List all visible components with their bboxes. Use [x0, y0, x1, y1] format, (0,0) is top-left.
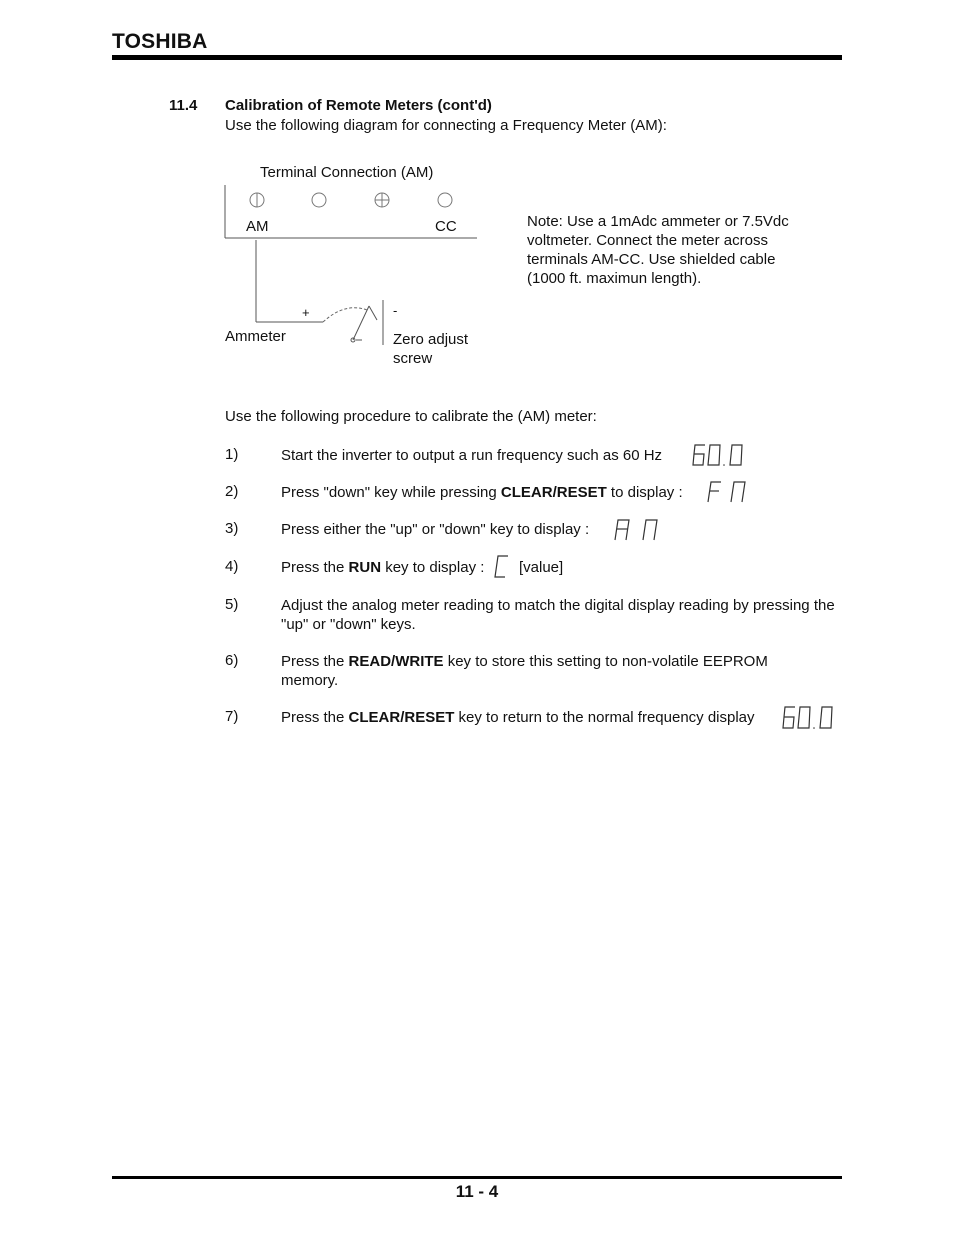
terminal-label-am: AM [246, 218, 269, 235]
terminal-screw-cc [438, 193, 452, 207]
terminal-screw-am [250, 193, 264, 207]
lcd-display-60-0 [782, 705, 838, 731]
step-text: Press the RUN key to display : [281, 559, 485, 576]
header-rule [112, 55, 842, 60]
step-text: Press either the "up" or "down" key to display : [281, 521, 590, 538]
step-number: 7) [225, 708, 239, 725]
terminal-label-cc: CC [435, 218, 457, 235]
step-number: 3) [225, 520, 239, 537]
zero-adjust-label: Zero adjust screw [393, 331, 469, 367]
step-number: 5) [225, 596, 239, 613]
step-value-placeholder: [value] [519, 559, 564, 576]
page-number: 11 - 4 [455, 1182, 499, 1201]
step-text: Press "down" key while pressing CLEAR/RESET to display : [281, 484, 683, 501]
step-text: Press the CLEAR/RESET key to return to the normal frequency display [281, 709, 755, 726]
lcd-display-60-0 [692, 443, 748, 467]
step-text: Press the READ/WRITE key to store this setting to non-volatile EEPROM memory. [281, 653, 768, 689]
step-number: 1) [225, 446, 239, 463]
terminal-screw-3 [375, 193, 389, 207]
note-text: Note: Use a 1mAdc ammeter or 7.5Vdc voltmeter. Connect the meter across terminals AM-CC. Use shielded cable (1000 ft. maximun length). [527, 213, 789, 287]
terminal-screw-2 [312, 193, 326, 207]
brand-logo: TOSHIBA [112, 30, 208, 53]
section-intro: Use the following diagram for connecting a Frequency Meter (AM): [225, 117, 667, 134]
procedure-intro: Use the following procedure to calibrate the (AM) meter: [225, 408, 597, 425]
footer-rule [112, 1176, 842, 1179]
diagram-title: Terminal Connection (AM) [260, 164, 434, 181]
plus-sign: + [302, 305, 310, 320]
minus-sign: - [393, 303, 398, 318]
step-number: 2) [225, 483, 239, 500]
ammeter-label: Ammeter [225, 328, 286, 345]
lcd-display-c [494, 554, 512, 580]
lcd-display-an [614, 518, 664, 542]
section-number: 11.4 [169, 97, 198, 114]
step-number: 4) [225, 558, 239, 575]
step-text: Start the inverter to output a run frequency such as 60 Hz [281, 447, 663, 464]
section-title: Calibration of Remote Meters (cont'd) [225, 97, 492, 114]
lcd-display-fn [707, 480, 753, 504]
step-text: Adjust the analog meter reading to match the digital display reading by pressing the "up" or "down" keys. [281, 597, 835, 633]
step-number: 6) [225, 652, 239, 669]
